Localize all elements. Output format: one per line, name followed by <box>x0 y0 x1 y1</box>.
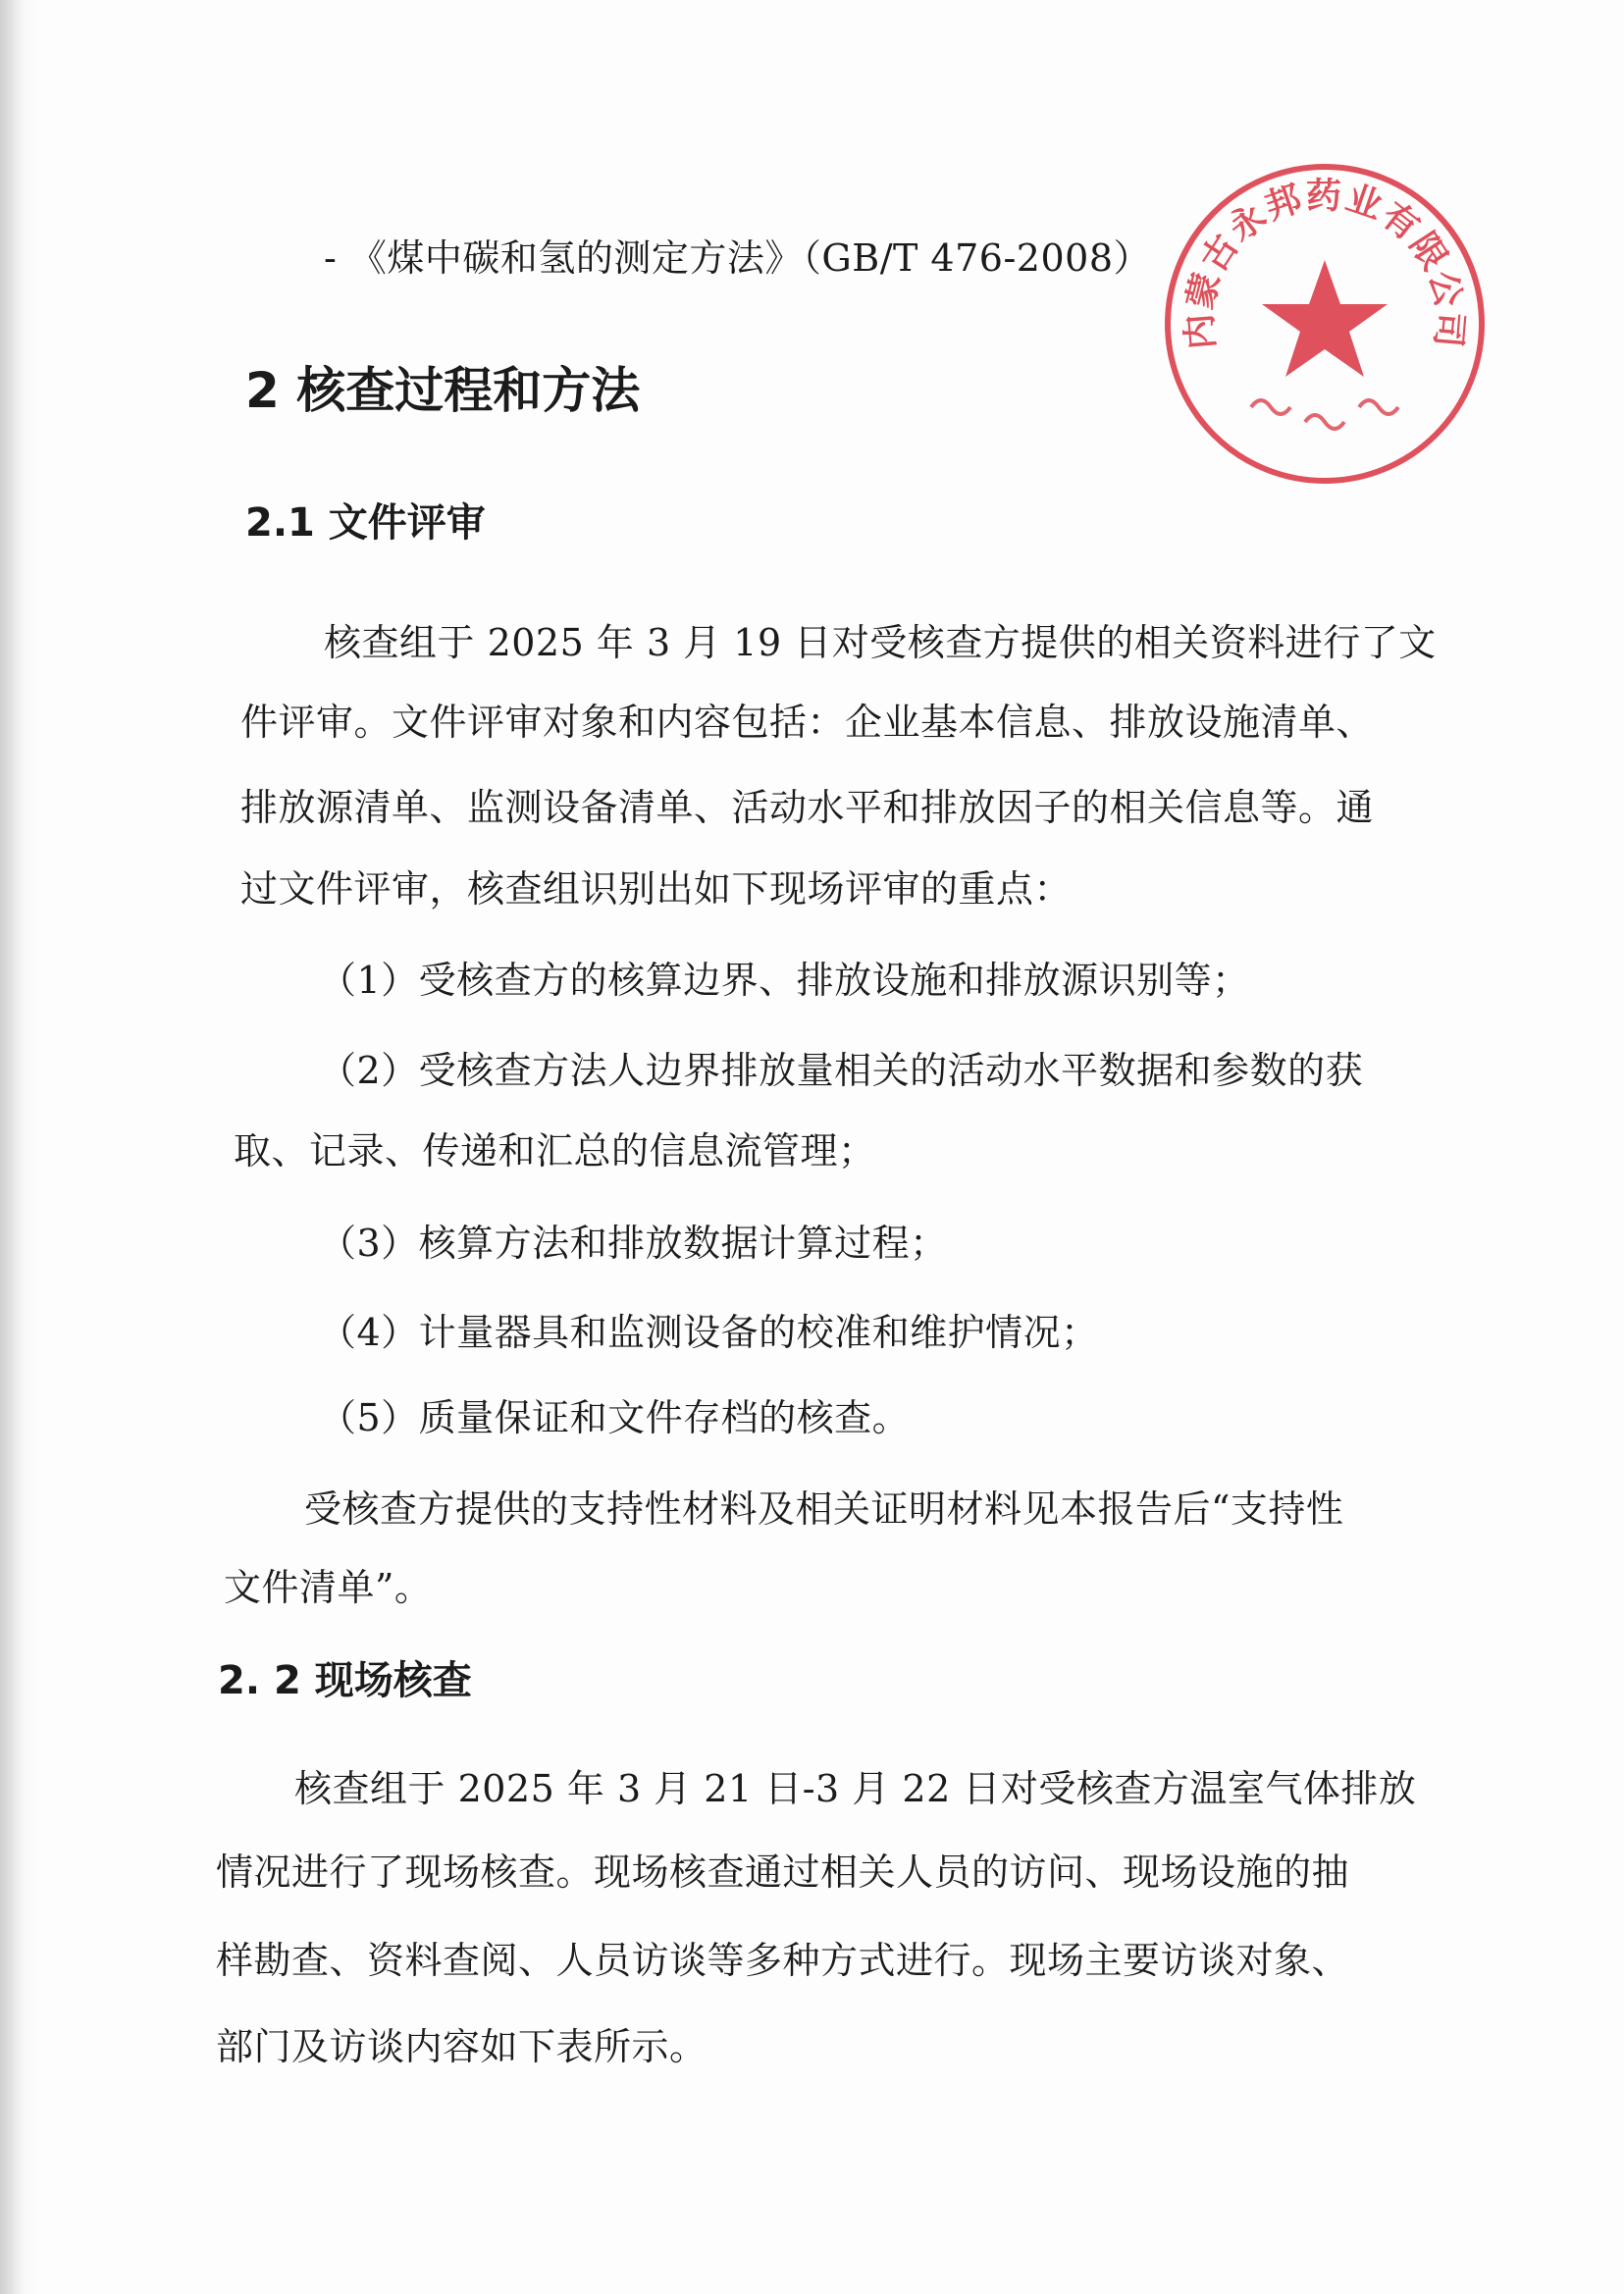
paragraph-line: 情况进行了现场核查。现场核查通过相关人员的访问、现场设施的抽 <box>216 1851 1350 1894</box>
paragraph-line: 文件清单”。 <box>224 1566 433 1609</box>
list-item: （3）核算方法和排放数据计算过程； <box>319 1222 948 1265</box>
paragraph-line: 核查组于 2025 年 3 月 19 日对受核查方提供的相关资料进行了文 <box>324 621 1437 664</box>
paragraph-line: 排放源清单、监测设备清单、活动水平和排放因子的相关信息等。通 <box>240 786 1375 829</box>
stamp-company-name: 内蒙古永邦药业有限公司 <box>1179 176 1471 351</box>
star-icon <box>1262 260 1388 377</box>
paragraph-line: 核查组于 2025 年 3 月 21 日-3 月 22 日对受核查方温室气体排放 <box>294 1767 1417 1810</box>
section-title: 2 核查过程和方法 <box>245 362 641 419</box>
paragraph-line: 过文件评审，核查组识别出如下现场评审的重点： <box>240 867 1073 911</box>
scan-shadow <box>0 0 39 2294</box>
list-item: （5）质量保证和文件存档的核查。 <box>319 1396 911 1439</box>
list-item: （4）计量器具和监测设备的校准和维护情况； <box>319 1311 1099 1354</box>
subsection-title-document-review: 2.1 文件评审 <box>245 500 486 546</box>
list-item: （1）受核查方的核算边界、排放设施和排放源识别等； <box>319 959 1250 1002</box>
company-seal-stamp <box>1158 157 1492 491</box>
paragraph-line: 件评审。文件评审对象和内容包括：企业基本信息、排放设施清单、 <box>240 701 1375 744</box>
list-item-continuation: 取、记录、传递和汇总的信息流管理； <box>234 1129 876 1173</box>
paragraph-line: 部门及访谈内容如下表所示。 <box>216 2025 707 2068</box>
list-item: （2）受核查方法人边界排放量相关的活动水平数据和参数的获 <box>319 1049 1364 1092</box>
paragraph-line: 受核查方提供的支持性材料及相关证明材料见本报告后“支持性 <box>304 1487 1344 1531</box>
subsection-title-site-inspection: 2. 2 现场核查 <box>218 1658 472 1703</box>
stamp-script-decoration <box>1251 400 1398 429</box>
paragraph-line: 样勘查、资料查阅、人员访谈等多种方式进行。现场主要访谈对象、 <box>216 1939 1350 1982</box>
reference-standard-line: - 《煤中碳和氢的测定方法》（GB/T 476-2008） <box>324 236 1152 280</box>
